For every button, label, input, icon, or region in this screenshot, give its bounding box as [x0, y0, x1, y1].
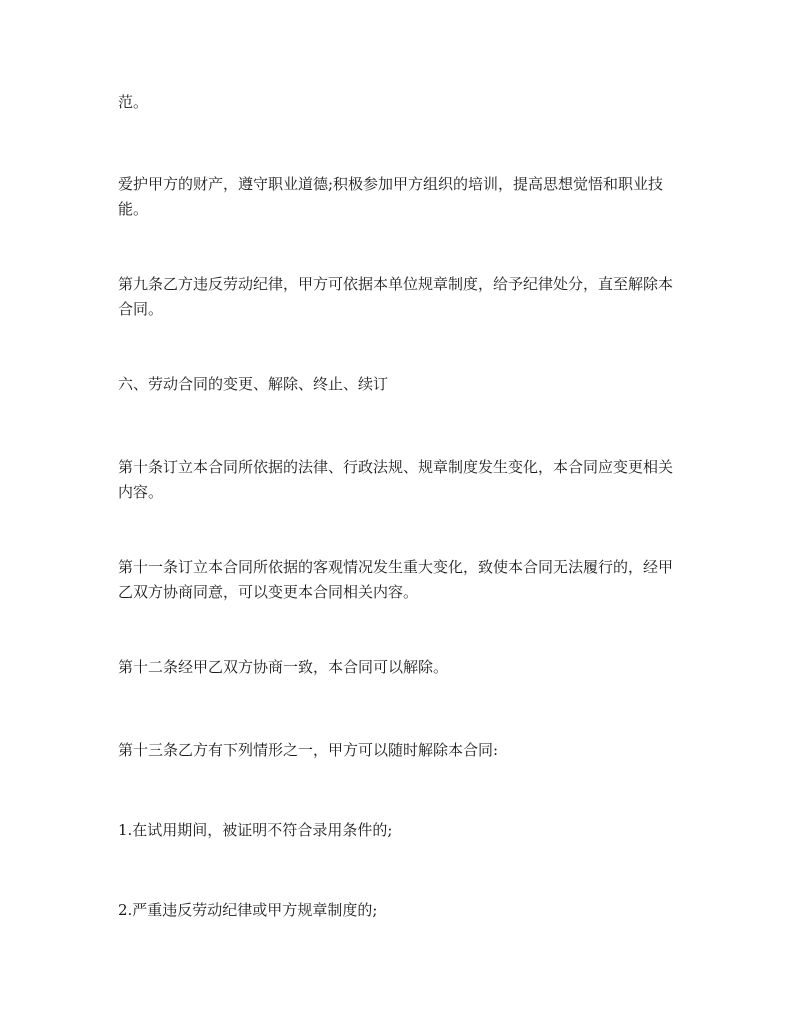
paragraph-article-13: 第十三条乙方有下列情形之一，甲方可以随时解除本合同:	[118, 741, 499, 759]
paragraph-article-11: 第十一条订立本合同所依据的客观情况发生重大变化，致使本合同无法履行的，经甲乙双方协商同意，可以变更本合同相关内容。	[118, 558, 674, 601]
paragraph-3: 第九条乙方违反劳动纪律，甲方可依据本单位规章制度，给予纪律处分，直至解除本合同。	[118, 275, 674, 318]
section-heading-6: 六、劳动合同的变更、解除、终止、续订	[118, 375, 389, 393]
list-item-2: 2.严重违反劳动纪律或甲方规章制度的;	[118, 901, 378, 919]
paragraph-2: 爱护甲方的财产，遵守职业道德;积极参加甲方组织的培训，提高思想觉悟和职业技能。	[118, 175, 664, 218]
paragraph-article-12: 第十二条经甲乙双方协商一致，本合同可以解除。	[118, 658, 449, 676]
paragraph-article-10: 第十条订立本合同所依据的法律、行政法规、规章制度发生变化，本合同应变更相关内容。	[118, 458, 674, 501]
list-item-1: 1.在试用期间，被证明不符合录用条件的;	[118, 821, 393, 839]
paragraph-1: 范。	[118, 93, 149, 111]
